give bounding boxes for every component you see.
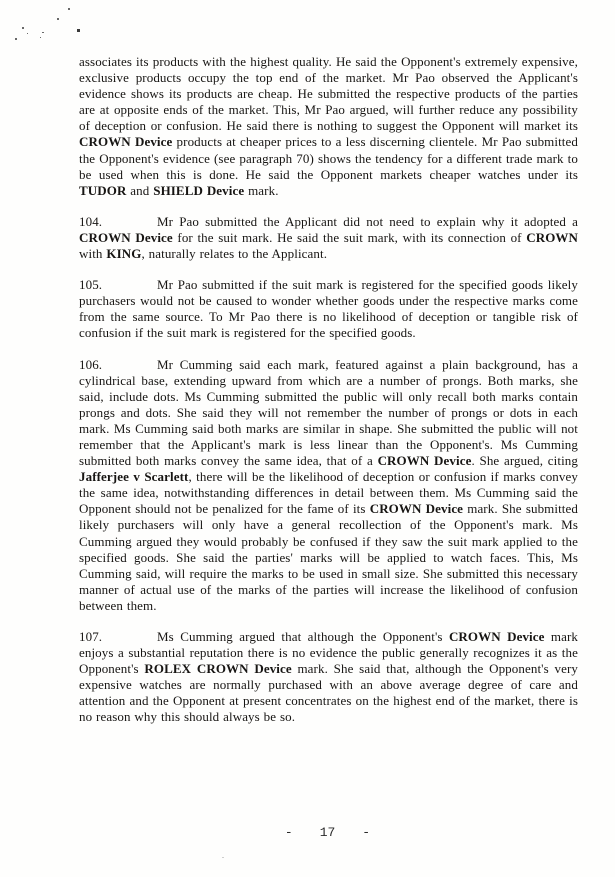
scan-artifact — [40, 37, 41, 38]
emphasized-term: CROWN Device — [377, 453, 472, 469]
document-body — [79, 54, 578, 741]
text-run: for the suit mark. He said the suit mark, with its connection of — [172, 229, 527, 245]
text-run: products at cheaper prices to a less discerning clientele. Mr Pao submitted the Opponent's evidence (see paragraph 70) shows the tendency for a different trade mark to be used when this is done. He said the Opponent markets cheaper watches under its — [79, 134, 578, 182]
text-run: , naturally relates to the Applicant. — [141, 246, 328, 262]
scan-artifact — [77, 29, 80, 32]
paragraph — [79, 214, 578, 262]
paragraph-number: 104. — [79, 213, 103, 229]
text-run: and — [126, 182, 154, 198]
paragraph — [79, 54, 578, 199]
paragraph-number: 107. — [79, 629, 103, 644]
paragraph — [79, 277, 578, 341]
emphasized-term: Jafferjee v Scarlett — [79, 469, 189, 485]
emphasized-term: CROWN Device — [369, 501, 464, 517]
scan-artifact — [222, 857, 224, 858]
emphasized-term: KING — [106, 246, 142, 262]
scan-artifact — [22, 27, 24, 29]
emphasized-term: CROWN Device — [79, 134, 173, 150]
scan-artifact — [27, 33, 28, 34]
paragraph — [79, 357, 578, 615]
emphasized-term: CROWN Device — [79, 229, 173, 245]
emphasized-term: CROWN — [526, 229, 578, 245]
text-run: associates its products with the highest quality. He said the Opponent's extremely expensive, exclusive products occupy the top end of the market. Mr Pao observed the Applicant's evidence shows its products are cheap. He submitted the respective products of the parties are at opposite ends of the market. This, Mr Pao argued, will further reduce any possibility of deception or confusion. He said there is nothing to suggest the Opponent will market its — [79, 54, 578, 134]
emphasized-term: CROWN Device — [448, 629, 545, 644]
footer-dash-right: - — [362, 825, 371, 840]
scan-artifact — [68, 8, 70, 10]
scan-artifact — [57, 18, 59, 20]
text-run: Mr Pao submitted if the suit mark is registered for the specified goods likely purchasers would not be caused to wonder whether goods under the respective marks come from the same source. To Mr Pao there is no likelihood of deception or tangible risk of confusion if the suit mark is registered for the specified goods. — [79, 277, 578, 341]
page-number: 17 — [319, 825, 336, 840]
text-run: mark. She submitted likely purchasers will only have a general recollection of the Opponent's mark. Ms Cumming argued they would probably be confused if they saw the suit mark applied to the specified goods. She said the parties' marks will be applied to watch faces. This, Ms Cumming said, will require the marks to be used in small size. She submitted this necessary manner of actual use of the marks of the parties will increase the likelihood of confusion between them. — [79, 501, 578, 613]
text-run: mark enjoys a substantial reputation there is no evidence the public generally recognizes it as the Opponent's — [79, 629, 578, 677]
text-run: , there will be the likelihood of deception or confusion if marks convey the same idea, notwithstanding differences in detail between them. Ms Cumming said the Opponent should not be penalized for the fame of its — [79, 469, 578, 517]
scan-artifact — [15, 38, 17, 40]
page-footer — [20, 825, 615, 840]
paragraph-number: 105. — [79, 277, 103, 293]
paragraph — [79, 629, 578, 726]
text-run: . She argued, citing — [471, 453, 578, 469]
text-run: mark. — [244, 182, 279, 198]
scan-artifact — [42, 32, 44, 33]
text-run: Mr Cumming said each mark, featured against a plain background, has a cylindrical base, extending upward from which are a number of prongs. Both marks, she said, include dots. Ms Cumming submitted the public will only recall both marks contain prongs and dots. She said they will not remember the number of prongs or dots in each mark. Ms Cumming said both marks are similar in shape. She submitted the public will not remember that the Applicant's mark is less linear than the Opponent's. Ms Cumming submitted both marks convey the same idea, that of a — [79, 356, 578, 469]
text-run: Mr Pao submitted the Applicant did not need to explain why it adopted a — [157, 213, 578, 229]
text-run: with — [79, 246, 107, 262]
emphasized-term: TUDOR — [79, 182, 127, 198]
emphasized-term: ROLEX CROWN Device — [144, 661, 292, 677]
emphasized-term: SHIELD Device — [153, 182, 245, 198]
text-run: Ms Cumming argued that although the Opponent's — [157, 629, 449, 644]
footer-dash-left: - — [284, 825, 293, 840]
text-run: mark. She said that, although the Opponent's very expensive watches are normally purchased with an above average degree of care and attention and the Opponent at present concentrates on the highest end of the market, there is no reason why this should always be so. — [79, 661, 578, 725]
paragraph-number: 106. — [79, 356, 103, 372]
